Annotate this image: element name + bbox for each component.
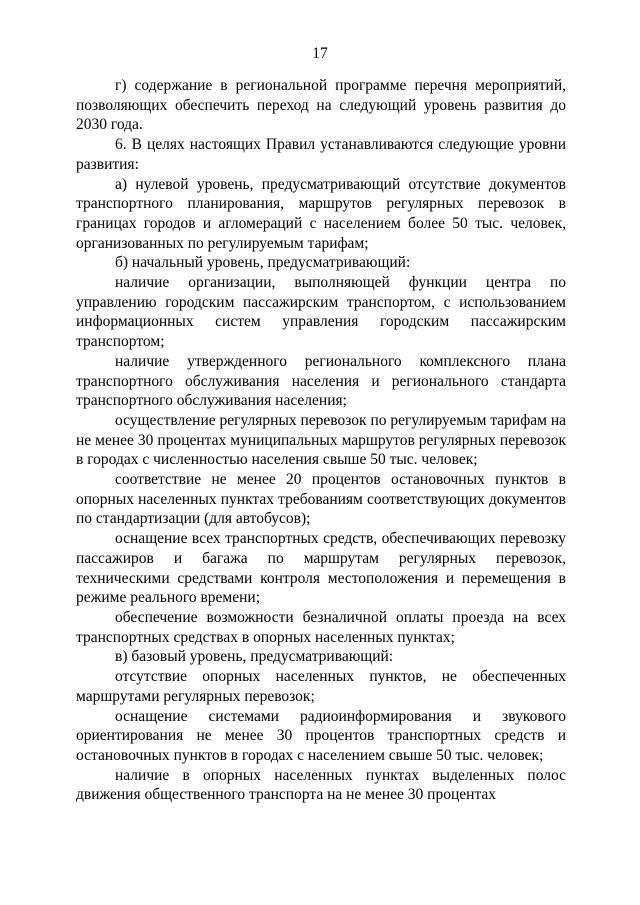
paragraph: наличие организации, выполняющей функции центра по управлению городским пассажирским транспортом, с использованием информационных систем управления городским пассажирским транспортом; — [76, 274, 566, 351]
paragraph: отсутствие опорных населенных пунктов, не обеспеченных маршрутами регулярных перевозок; — [76, 668, 566, 705]
page-number: 17 — [312, 45, 328, 62]
paragraph: наличие в опорных населенных пунктах выделенных полос движения общественного транспорта на не менее 30 процентах — [76, 766, 566, 804]
paragraph: 6. В целях настоящих Правил устанавливаются следующие уровни развития: — [76, 136, 566, 173]
document-body — [76, 76, 566, 805]
paragraph: обеспечение возможности безналичной оплаты проезда на всех транспортных средствах в опорных населенных пунктах; — [76, 608, 566, 646]
paragraph: наличие утвержденного регионального комплексного плана транспортного обслуживания населения и регионального стандарта транспортного обслуживания населения; — [76, 352, 566, 410]
paragraph: б) начальный уровень, предусматривающий: — [115, 254, 411, 272]
paragraph: оснащение системами радиоинформирования и звукового ориентирования не менее 30 процентов транспортных средств и остановочных пунктов в городах с населением свыше 50 тыс. человек; — [76, 707, 566, 764]
paragraph: а) нулевой уровень, предусматривающий отсутствие документов транспортного планирования, маршрутов регулярных перевозок в границах городов и агломераций с населением более 50 тыс. человек, организованных по регулируемым тарифам; — [76, 175, 566, 252]
paragraph: соответствие не менее 20 процентов остановочных пунктов в опорных населенных пунктах требованиям соответствующих документов по стандартизации (для автобусов); — [76, 471, 566, 528]
paragraph: оснащение всех транспортных средств, обеспечивающих перевозку пассажиров и багажа по маршрутам регулярных перевозок, техническими средствами контроля местоположения и перемещения в режиме реального времени; — [76, 530, 566, 607]
paragraph: г) содержание в региональной программе перечня мероприятий, позволяющих обеспечить переход на следующий уровень развития до 2030 года. — [76, 77, 566, 134]
paragraph: осуществление регулярных перевозок по регулируемым тарифам на не менее 30 процентах муниципальных маршрутов регулярных перевозок в городах с численностью населения свыше 50 тыс. человек; — [76, 411, 566, 469]
paragraph: в) базовый уровень, предусматривающий: — [115, 648, 394, 666]
